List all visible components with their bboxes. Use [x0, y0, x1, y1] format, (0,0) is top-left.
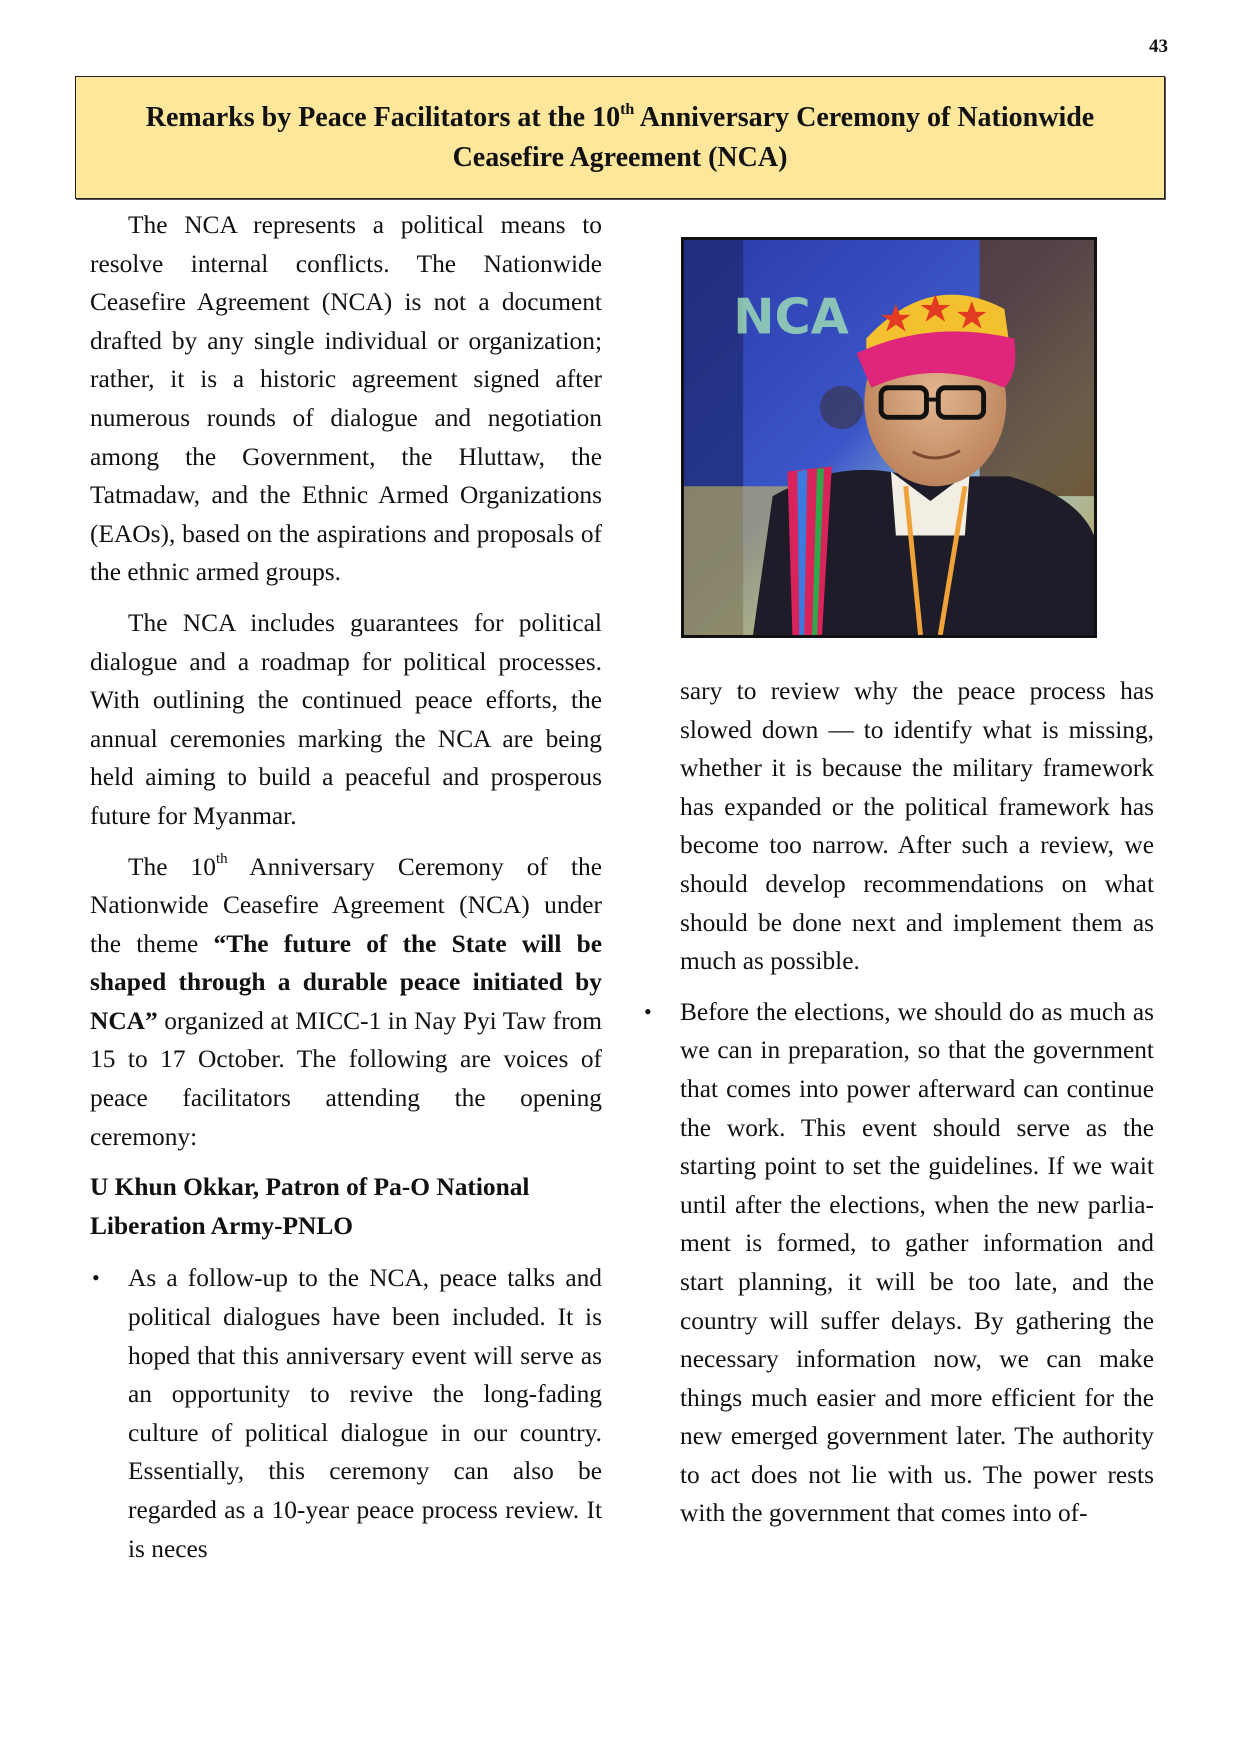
p3-text-b: Anniversary Ceremony of the Nationwide Ceasefire Agreement (NCA) under the theme — [90, 852, 602, 958]
title-text: Remarks by Peace Facilitators at the 10 — [145, 101, 621, 133]
right-column — [644, 672, 1154, 1545]
bullet-1-continued: sary to review why the peace process has slowed down — to identify what is missing, whether it is because the military framework has expanded or the political framework has become too narrow. After such a review, we should develop recommendations on what should be done next and implement them as much as possible. — [680, 677, 1154, 976]
speaker-heading: U Khun Okkar, Patron of Pa-O National Liberation Army-PNLO — [90, 1173, 530, 1240]
svg-text:NCA: NCA — [733, 287, 849, 346]
page-number: 43 — [1149, 36, 1168, 57]
article-title-line-1 — [146, 98, 1094, 138]
bullet-icon: • — [644, 998, 652, 1024]
left-column — [90, 206, 602, 1580]
bullet-item — [90, 1259, 602, 1568]
speaker-photo — [681, 237, 1097, 638]
intro-paragraph-3 — [90, 848, 602, 1157]
bullet-text: Before the elections, we should do as much as we can in preparation, so that the government that comes into power afterward can continue the work. This event should serve as the starting point to set the guidelines. If we wait until after the elections, when the new parliament is formed, to gather information and start planning, it will be too late, and the country will suffer delays. By gathering the necessary information now, we can make things much easier and more efficient for the new emerged government later. The authority to act does not lie with us. The power rests with the government that comes into of- — [680, 997, 1154, 1528]
bullet-text: As a follow-up to the NCA, peace talks and political dialogues have been included. It is hoped that this anniversary event will serve as an opportunity to revive the long-fading culture of political dialogue in our country. Essentially, this ceremony can also be regarded as a 10-year peace process review. It is neces — [128, 1264, 602, 1563]
article-title-line-2: Ceasefire Agreement (NCA) — [452, 141, 788, 173]
article-title-box — [75, 76, 1165, 199]
intro-paragraph-2: The NCA includes guarantees for political dialogue and a roadmap for political processes. With outlining the continued peace efforts, the annual ceremonies marking the NCA are being held aiming to build a peaceful and prosperous future for Myanmar. — [90, 608, 602, 830]
intro-paragraph-1: The NCA represents a political means to resolve internal conflicts. The Nationwide Ceasefire Agreement (NCA) is not a document drafted by any single individual or organization; rather, it is a historic agreement signed after numerous rounds of dialogue and negotiation among the Government, the Hluttaw, the Tatmadaw, and the Ethnic Armed Organizations (EAOs), based on the aspirations and proposals of the ethnic armed groups. — [90, 211, 602, 587]
p3-superscript: th — [215, 850, 228, 867]
bullet-item — [642, 993, 1154, 1533]
bullet-icon: • — [92, 1265, 100, 1291]
portrait-image — [684, 240, 1094, 635]
title-text-cont: Anniversary Ceremony of Nationwide — [634, 101, 1095, 133]
p3-text-c: organized at MICC-1 in Nay Pyi Taw from 15 to 17 October. The following are voices of peace facilitators attending the opening ceremony: — [90, 1006, 602, 1151]
p3-text: The 10 — [128, 852, 216, 881]
event-theme: “The future of the State will be shaped through a durable peace initiated by NCA” — [90, 929, 602, 1035]
title-superscript: th — [620, 100, 635, 118]
